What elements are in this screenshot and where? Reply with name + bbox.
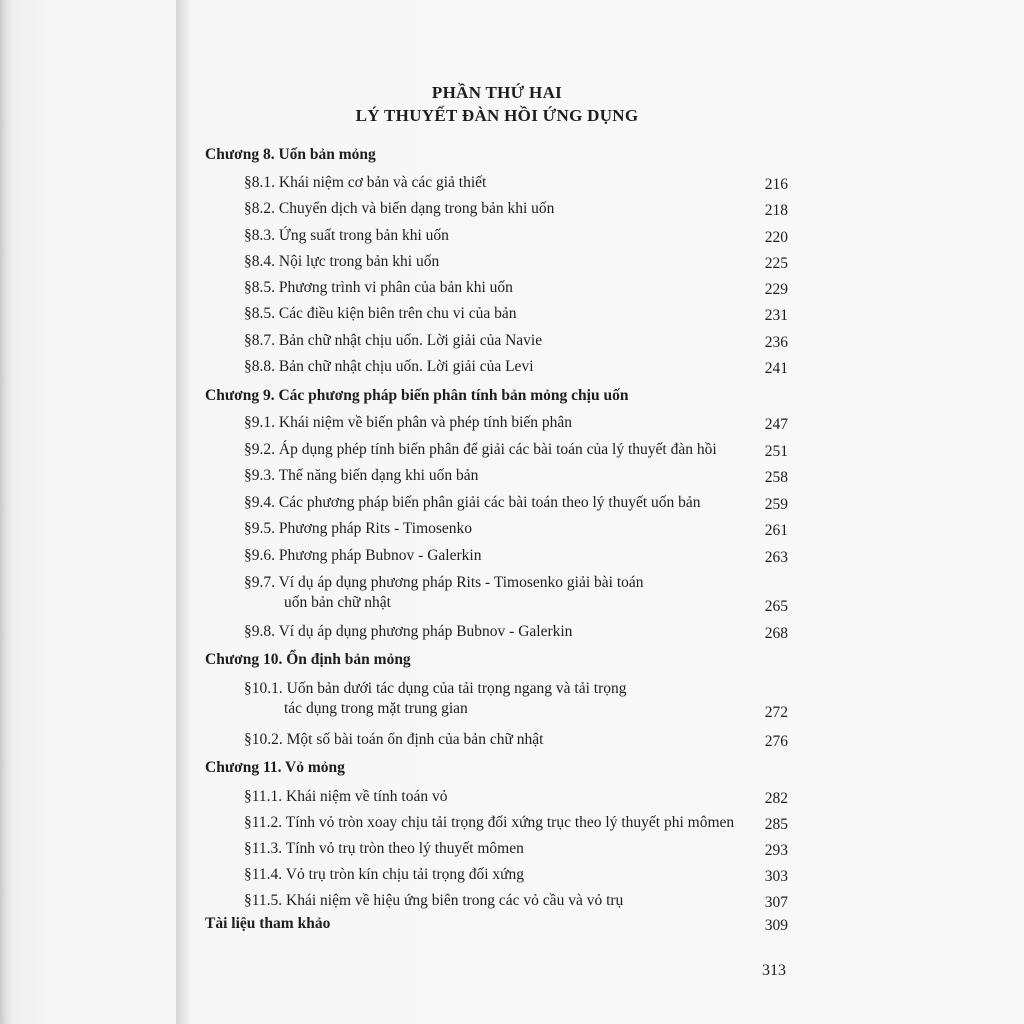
- toc-entry: [244, 574, 644, 612]
- toc-entry: §8.5. Phương trình vi phân của bản khi uốn: [244, 279, 513, 296]
- toc-entry: §9.3. Thế năng biến dạng khi uốn bản: [244, 467, 479, 484]
- references-page-number: 309: [764, 917, 788, 934]
- toc-entry: §8.1. Khái niệm cơ bản và các giả thiết: [244, 174, 487, 191]
- toc-page-number: 231: [764, 307, 788, 324]
- part-title: PHẦN THỨ HAI: [431, 83, 563, 102]
- toc-entry: §11.2. Tính vỏ tròn xoay chịu tải trọng đối xứng trục theo lý thuyết phi mômen: [244, 814, 735, 831]
- chapter-10-title: Chương 10. Ổn định bản mỏng: [205, 651, 411, 668]
- page-number: 313: [762, 962, 786, 979]
- toc-page-number: 276: [764, 733, 788, 750]
- toc-entry-line: §9.7. Ví dụ áp dụng phương pháp Rits - Timosenko giải bài toán: [244, 574, 644, 591]
- toc-entry: §11.3. Tính vỏ trụ tròn theo lý thuyết mômen: [244, 840, 524, 857]
- toc-page-number: 263: [764, 549, 788, 566]
- toc-page-number: 236: [764, 334, 788, 351]
- chapter-9-title: Chương 9. Các phương pháp biến phân tính bản mỏng chịu uốn: [205, 387, 629, 404]
- page-gutter-shadow: [176, 0, 192, 1024]
- toc-page-number: 225: [764, 255, 788, 272]
- toc-entry-continuation: tác dụng trong mặt trung gian: [284, 700, 468, 717]
- toc-entry: §9.1. Khái niệm về biến phân và phép tính biến phân: [244, 414, 573, 431]
- toc-entry: §11.4. Vỏ trụ tròn kín chịu tải trọng đối xứng: [244, 866, 525, 883]
- toc-page-number: 247: [764, 416, 788, 433]
- toc-page-number: 259: [764, 496, 788, 513]
- part-subtitle: LÝ THUYẾT ĐÀN HỒI ỨNG DỤNG: [355, 106, 639, 125]
- toc-page-number: 261: [764, 522, 788, 539]
- toc-entry: [244, 680, 626, 718]
- toc-entry: §9.2. Áp dụng phép tính biến phân để giải các bài toán của lý thuyết đàn hồi: [244, 441, 717, 458]
- toc-entry: §11.5. Khái niệm về hiệu ứng biên trong các vỏ cầu và vỏ trụ: [244, 892, 624, 909]
- toc-entry: §11.1. Khái niệm về tính toán vỏ: [244, 788, 448, 805]
- toc-entry: §8.7. Bản chữ nhật chịu uốn. Lời giải của Navie: [244, 332, 543, 349]
- toc-page-number: 307: [764, 894, 788, 911]
- toc-entry: §8.3. Ứng suất trong bản khi uốn: [244, 227, 449, 244]
- toc-entry-line: §10.1. Uốn bản dưới tác dụng của tải trọng ngang và tải trọng: [244, 680, 627, 697]
- toc-page-number: 251: [764, 443, 788, 460]
- toc-page-number: 258: [764, 469, 788, 486]
- toc-page-number: 218: [764, 202, 788, 219]
- toc-page-number: 272: [764, 704, 788, 721]
- references-title: Tài liệu tham khảo: [205, 915, 331, 932]
- toc-entry: §9.4. Các phương pháp biến phân giải các bài toán theo lý thuyết uốn bản: [244, 494, 701, 511]
- toc-entry: §9.6. Phương pháp Bubnov - Galerkin: [244, 547, 482, 564]
- chapter-11-title: Chương 11. Vỏ mỏng: [205, 759, 345, 776]
- toc-entry: §8.2. Chuyển dịch và biến dạng trong bản khi uốn: [244, 200, 555, 217]
- toc-entry: §8.5. Các điều kiện biên trên chu vi của bản: [244, 305, 517, 322]
- toc-page-number: 285: [764, 816, 788, 833]
- toc-entry: §8.4. Nội lực trong bản khi uốn: [244, 253, 440, 270]
- toc-page-number: 293: [764, 842, 788, 859]
- toc-page-number: 220: [764, 229, 788, 246]
- toc-entry: §8.8. Bản chữ nhật chịu uốn. Lời giải của Levi: [244, 358, 534, 375]
- toc-page-number: 216: [764, 176, 788, 193]
- toc-entry: §10.2. Một số bài toán ổn định của bản chữ nhật: [244, 731, 544, 748]
- toc-page-number: 282: [764, 790, 788, 807]
- toc-page-number: 303: [764, 868, 788, 885]
- toc-entry-continuation: uốn bản chữ nhật: [284, 594, 391, 611]
- toc-entry: §9.5. Phương pháp Rits - Timosenko: [244, 520, 473, 537]
- toc-page-number: 241: [764, 360, 788, 377]
- toc-page-number: 265: [764, 598, 788, 615]
- toc-page-number: 229: [764, 281, 788, 298]
- chapter-8-title: Chương 8. Uốn bản mỏng: [205, 146, 376, 163]
- toc-page-number: 268: [764, 625, 788, 642]
- toc-entry: §9.8. Ví dụ áp dụng phương pháp Bubnov - Galerkin: [244, 623, 573, 640]
